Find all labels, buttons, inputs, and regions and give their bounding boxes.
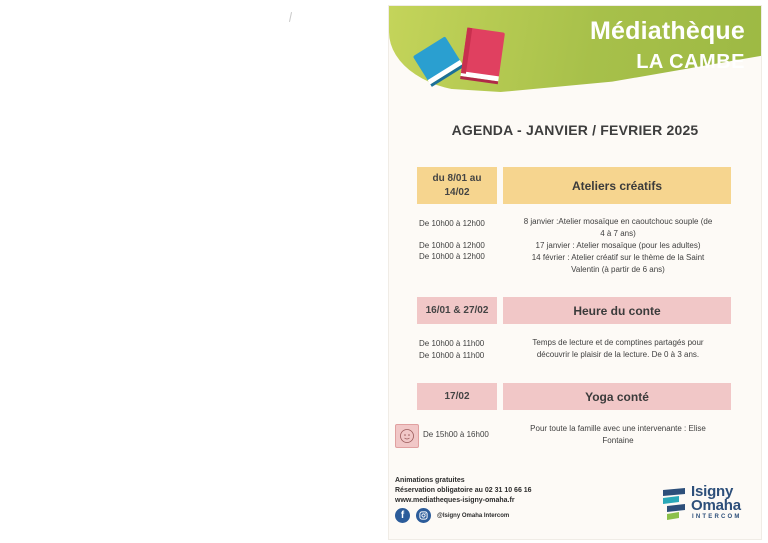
facebook-icon[interactable]: f	[395, 508, 410, 523]
section-3-time-1: De 15h00 à 16h00	[423, 430, 489, 439]
section-2-heading: Heure du conte	[503, 297, 731, 324]
social-links	[395, 508, 509, 523]
section-2-time-2: De 10h00 à 11h00	[419, 350, 485, 360]
section-1-date-line-1: du 8/01 au	[432, 173, 482, 184]
section-1-time-3: De 10h00 à 12h00	[419, 252, 485, 261]
section-1-heading: Ateliers créatifs	[503, 167, 731, 204]
scan-mark	[289, 12, 292, 22]
section-1-time-2: De 10h00 à 12h00	[419, 240, 485, 250]
logo-mark-icon	[661, 486, 687, 520]
books-icon	[411, 20, 511, 90]
section-1-dates	[417, 167, 497, 204]
section-2-desc-line-1: Temps de lecture et de comptines partagés pour	[532, 338, 704, 347]
section-1-desc-line-1: 8 janvier :Atelier mosaïque en caoutchouc souple (de	[523, 217, 713, 226]
intercom-logo	[661, 483, 756, 523]
footer-free-events: Animations gratuites	[395, 477, 465, 484]
footer-info	[395, 476, 532, 506]
section-2-dates: 16/01 & 27/02	[417, 297, 497, 324]
section-3-description	[505, 423, 731, 447]
section-3-heading: Yoga conté	[503, 383, 731, 410]
section-2-desc-line-2: découvrir le plaisir de la lecture. De 0 à 3 ans.	[536, 350, 700, 359]
section-1-desc-line-5: Valentin (à partir de 6 ans)	[571, 265, 665, 274]
footer-reservation: Réservation obligatoire au 02 31 10 66 16	[395, 487, 532, 494]
section-3-dates: 17/02	[417, 383, 497, 410]
section-2-description	[505, 337, 731, 361]
footer-website-link[interactable]: www.mediatheques-isigny-omaha.fr	[395, 497, 515, 504]
section-3-times	[423, 429, 503, 441]
child-drawing-icon	[395, 424, 419, 448]
section-1-date-line-2: 14/02	[444, 186, 470, 198]
section-1-desc-line-2: 4 à 7 ans)	[600, 229, 636, 238]
section-1-times	[419, 218, 499, 263]
section-2-time-1: De 10h00 à 11h00	[419, 339, 485, 348]
section-1-time-1: De 10h00 à 12h00	[419, 219, 485, 228]
library-subtitle: LA CAMBE	[636, 51, 745, 73]
section-3-desc-line-2: Fontaine	[602, 436, 634, 445]
section-1-description	[505, 216, 731, 276]
section-1-desc-line-4: 14 février : Atelier créatif sur le thème de la Saint	[531, 253, 705, 262]
section-2-times	[419, 338, 499, 361]
library-title: Médiathèque	[590, 17, 745, 45]
instagram-icon[interactable]	[416, 508, 431, 523]
logo-text-omaha: Omaha	[691, 497, 741, 514]
flyer	[389, 6, 761, 539]
social-handle: @Isigny Omaha Intercom	[437, 512, 510, 519]
logo-text-isigny: Isigny	[691, 483, 734, 500]
agenda-title: AGENDA - JANVIER / FEVRIER 2025	[451, 122, 699, 138]
section-3-desc-line-1: Pour toute la famille avec une intervenante : Elise	[530, 424, 706, 433]
logo-text-intercom: INTERCOM	[692, 514, 742, 520]
section-1-desc-line-3: 17 janvier : Atelier mosaïque (pour les adultes)	[535, 241, 701, 250]
